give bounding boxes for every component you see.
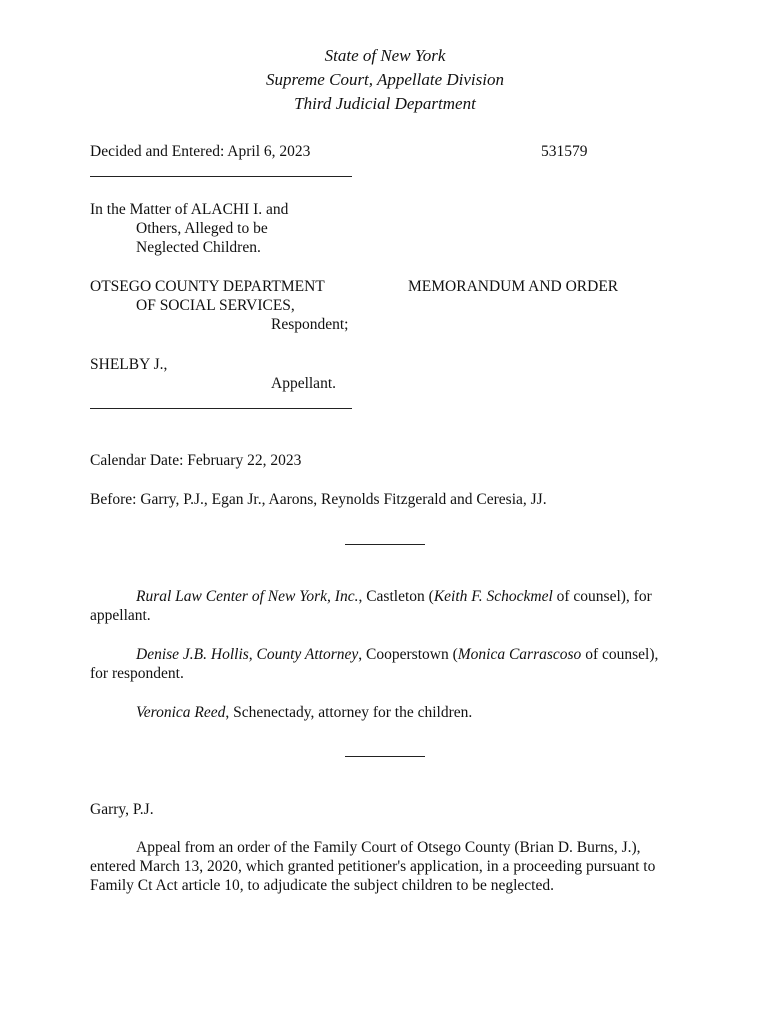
calendar-date: Calendar Date: February 22, 2023 [90,452,302,469]
respondent-line-2: OF SOCIAL SERVICES, [136,297,295,314]
appellant-counsel-rest: of counsel), for appellant. [90,588,652,624]
opening-paragraph: Appeal from an order of the Family Court of Otsego County (Brian D. Burns, J.), entered March 13, 2020, which granted petitioner's application, in a proceeding pursuant to Family Ct Act article 10, to adjudicate the subject children to be neglected. [90,839,656,894]
respondent-counsel-rest: of counsel), for respondent. [90,646,659,682]
caption-top-rule [90,176,352,177]
respondent-counsel [90,645,675,683]
matter-line-3: Neglected Children. [136,239,261,256]
respondent-role: Respondent; [271,316,349,333]
decided-entered-date: Decided and Entered: April 6, 2023 [90,143,311,160]
opinion-author: Garry, P.J. [90,801,154,818]
respondent-line-1: OTSEGO COUNTY DEPARTMENT [90,278,325,295]
respondent-firm: Denise J.B. Hollis, County Attorney [136,646,359,663]
court-name-line2: Supreme Court, Appellate Division [266,70,504,89]
matter-line-2: Others, Alleged to be [136,220,268,237]
children-attorney: Veronica Reed [136,704,226,721]
appellant-attorney: Keith F. Schockmel [433,588,553,605]
appellant-name: SHELBY J., [90,356,168,373]
docket-number: 531579 [541,143,588,160]
children-counsel-rest: , Schenectady, attorney for the children. [225,704,473,721]
respondent-attorney: Monica Carrascoso [457,646,582,663]
matter-line-1: In the Matter of ALACHI I. and [90,201,289,218]
respondent-city: , Cooperstown ( [358,646,458,663]
court-name-line3: Third Judicial Department [294,94,476,113]
caption-bottom-rule [90,408,352,409]
appellant-counsel [90,587,675,625]
children-counsel [90,703,675,722]
court-name-line1: State of New York [324,46,446,65]
appellant-city: , Castleton ( [358,588,434,605]
before-panel: Before: Garry, P.J., Egan Jr., Aarons, Reynolds Fitzgerald and Ceresia, JJ. [90,491,547,508]
appellant-firm: Rural Law Center of New York, Inc. [136,588,359,605]
section-divider-1 [345,544,425,545]
appellant-role: Appellant. [271,375,336,392]
section-divider-2 [345,756,425,757]
memorandum-and-order-title: MEMORANDUM AND ORDER [408,278,619,295]
